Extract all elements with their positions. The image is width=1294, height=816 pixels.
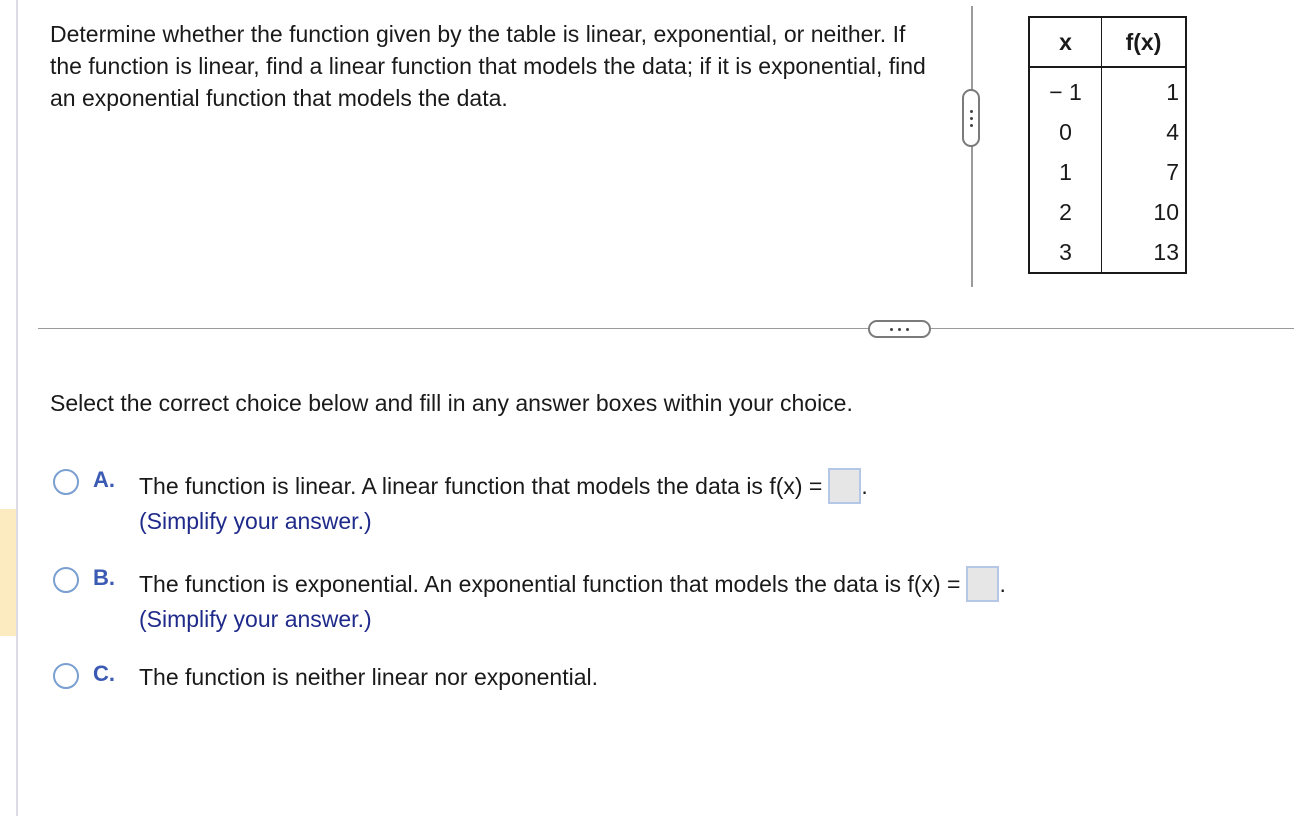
choice-a-answer-input[interactable] <box>828 468 861 504</box>
dot-icon <box>906 328 909 331</box>
horizontal-splitter-handle[interactable] <box>868 320 931 338</box>
left-border-rule <box>16 0 18 816</box>
table-cell-x: 2 <box>1029 192 1102 232</box>
choice-a-text: The function is linear. A linear function that models the data is f(x) = <box>139 473 823 499</box>
choice-b-radio[interactable] <box>53 567 79 593</box>
choice-c-radio[interactable] <box>53 663 79 689</box>
choice-a-letter: A. <box>93 467 115 492</box>
choice-b-text-line <box>139 566 1006 602</box>
table-row <box>1029 192 1186 232</box>
table-cell-x: 3 <box>1029 232 1102 273</box>
table-cell-fx: 13 <box>1153 238 1179 265</box>
table-row <box>1029 112 1186 152</box>
vertical-splitter-handle[interactable] <box>962 89 980 147</box>
table-cell-fx: 7 <box>1166 158 1179 185</box>
dot-icon <box>970 117 973 120</box>
table-cell-x: − 1 <box>1029 67 1102 112</box>
choice-a-suffix: . <box>861 473 868 499</box>
horizontal-splitter <box>38 328 1294 329</box>
table-header-row <box>1029 17 1186 67</box>
table-header-fx: f(x) <box>1102 17 1187 67</box>
table-cell-fx: 1 <box>1166 78 1179 105</box>
question-text: Determine whether the function given by the table is linear, exponential, or neither. If the function is linear, find a linear function that models the data; if it is exponential, find an exponential function that models the data. <box>50 21 926 111</box>
table-row <box>1029 67 1186 112</box>
choice-b-suffix: . <box>999 571 1006 597</box>
function-table <box>1028 16 1187 274</box>
dot-icon <box>970 124 973 127</box>
choice-b-hint: (Simplify your answer.) <box>139 606 372 632</box>
dot-icon <box>970 110 973 113</box>
choice-b-text: The function is exponential. An exponential function that models the data is f(x) = <box>139 571 961 597</box>
dot-icon <box>898 328 901 331</box>
table-cell-fx: 4 <box>1166 118 1179 145</box>
choice-c-letter: C. <box>93 661 115 686</box>
table-cell-x: 1 <box>1029 152 1102 192</box>
left-highlight-marker <box>0 509 16 636</box>
instruction-text: Select the correct choice below and fill in any answer boxes within your choice. <box>50 390 853 416</box>
table-header-x: x <box>1029 17 1102 67</box>
dot-icon <box>890 328 893 331</box>
choice-a-text-line <box>139 468 868 504</box>
choice-b-answer-input[interactable] <box>966 566 999 602</box>
choice-b-letter: B. <box>93 565 115 590</box>
table-row <box>1029 232 1186 273</box>
choice-c-text: The function is neither linear nor exponential. <box>139 664 599 690</box>
choice-a-radio[interactable] <box>53 469 79 495</box>
table-cell-x: 0 <box>1029 112 1102 152</box>
table-cell-fx: 10 <box>1153 198 1179 225</box>
choice-a-hint: (Simplify your answer.) <box>139 508 372 534</box>
table-row <box>1029 152 1186 192</box>
